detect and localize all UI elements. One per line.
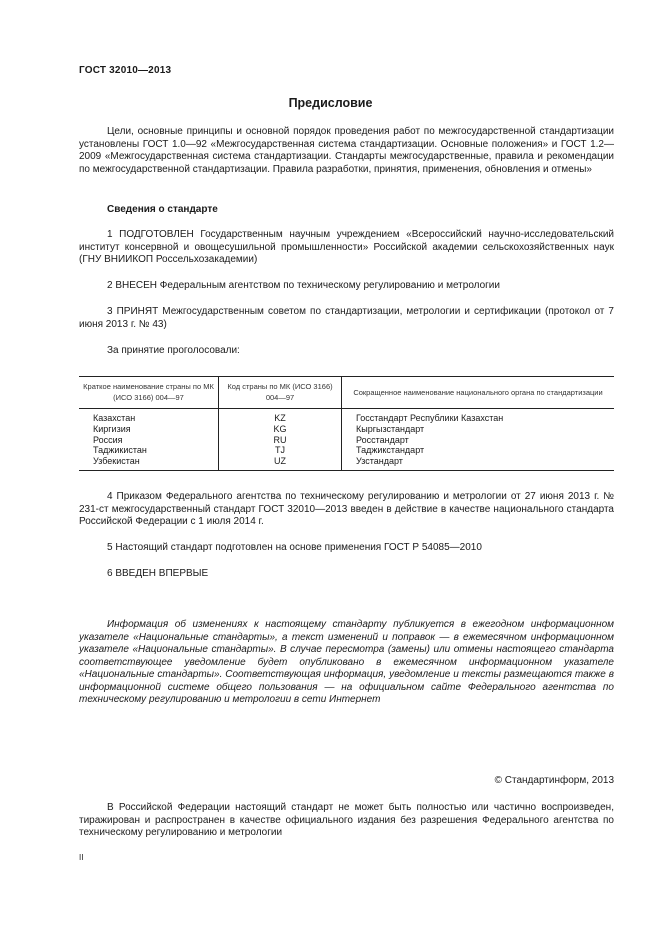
table-header-country: Краткое наименование страны по МК (ИСО 3166) 004—97 — [79, 377, 219, 409]
page-number: II — [79, 853, 84, 862]
table-header-org: Сокращенное наименование национального органа по стандартизации — [342, 377, 615, 409]
table-row — [79, 445, 614, 456]
country-cell: Казахстан — [93, 413, 136, 423]
code-cell: KZ — [219, 409, 342, 424]
country-cell: Таджикистан — [93, 445, 147, 456]
document-id-header: ГОСТ 32010—2013 — [79, 65, 172, 76]
table-header-code: Код страны по МК (ИСО 3166) 004—97 — [219, 377, 342, 409]
country-cell: Узбекистан — [79, 456, 219, 470]
item-3-paragraph: 3 ПРИНЯТ Межгосударственным советом по стандартизации, метрологии и сертификации (протокол от 7 июня 2013 г. № 43) — [79, 306, 614, 330]
code-cell: UZ — [219, 456, 342, 470]
item-4-paragraph: 4 Приказом Федерального агентства по техническому регулированию и метрологии от 27 июня 2013 г. № 231-ст межгосударственный стандарт ГОСТ 32010—2013 введен в действие в качестве национального стандарта Российской Федерации с 1 июля 2014 г. — [79, 491, 614, 527]
amendments-info-note: Информация об изменениях к настоящему стандарту публикуется в ежегодном информационном указателе «Национальные стандарты», а текст изменений и поправок — в ежемесячном информационном указателе «Национальные стандарты». В случае пересмотра (замены) или отмены настоящего стандарта соответствующее уведомление будет опубликовано в ежемесячном информационном указателе «Национальные стандарты». Соответствующая информация, уведомление и тексты размещаются также в информационной системе общего пользования — на официальном сайте Федерального агентства по техническому регулированию и метрологии в сети Интернет — [79, 619, 614, 705]
item-1-paragraph: 1 ПОДГОТОВЛЕН Государственным научным учреждением «Всероссийский научно-исследовательский институт консервной и овощесушильной промышленности» Российской академии сельскохозяйственных наук (ГНУ ВНИИКОП Россельхозакадемии) — [79, 229, 614, 265]
table-row — [79, 424, 614, 435]
item-5-paragraph: 5 Настоящий стандарт подготовлен на основе применения ГОСТ Р 54085—2010 — [107, 542, 482, 553]
table-row — [79, 456, 614, 470]
item-6-paragraph: 6 ВВЕДЕН ВПЕРВЫЕ — [107, 568, 209, 579]
copyright-line: © Стандартинформ, 2013 — [494, 775, 614, 786]
org-cell: Кыргызстандарт — [342, 424, 615, 435]
intro-paragraph: Цели, основные принципы и основной порядок проведения работ по межгосударственной стандартизации установлены ГОСТ 1.0—92 «Межгосударственная система стандартизации. Основные положения» и ГОСТ 1.2—2009 «Межгосударственная система стандартизации. Стандарты межгосударственные, правила и рекомендации по межгосударственной стандартизации. Правила разработки, принятия, применения, обновления и отмены» — [79, 126, 614, 175]
country-cell: Россия — [93, 434, 123, 445]
org-cell: Таджикстандарт — [342, 445, 615, 456]
country-cell: Киргизия — [93, 423, 131, 434]
item-2-paragraph: 2 ВНЕСЕН Федеральным агентством по техническому регулированию и метрологии — [107, 280, 500, 291]
code-cell: RU — [219, 435, 342, 446]
code-cell: KG — [219, 424, 342, 435]
org-cell: Госстандарт Республики Казахстан — [342, 409, 615, 424]
table-row — [79, 409, 614, 424]
voted-label: За принятие проголосовали: — [107, 345, 240, 356]
page-title: Предисловие — [288, 96, 373, 110]
org-cell: Росстандарт — [342, 435, 615, 446]
code-cell: TJ — [219, 445, 342, 456]
voting-table — [79, 376, 614, 474]
org-cell: Узстандарт — [342, 456, 615, 470]
table-row — [79, 435, 614, 446]
section-heading: Сведения о стандарте — [107, 204, 218, 215]
reproduction-notice: В Российской Федерации настоящий стандарт не может быть полностью или частично воспроизведен, тиражирован и распространен в качестве официального издания без разрешения Федерального агентства по техническому регулированию и метрологии — [79, 802, 614, 838]
